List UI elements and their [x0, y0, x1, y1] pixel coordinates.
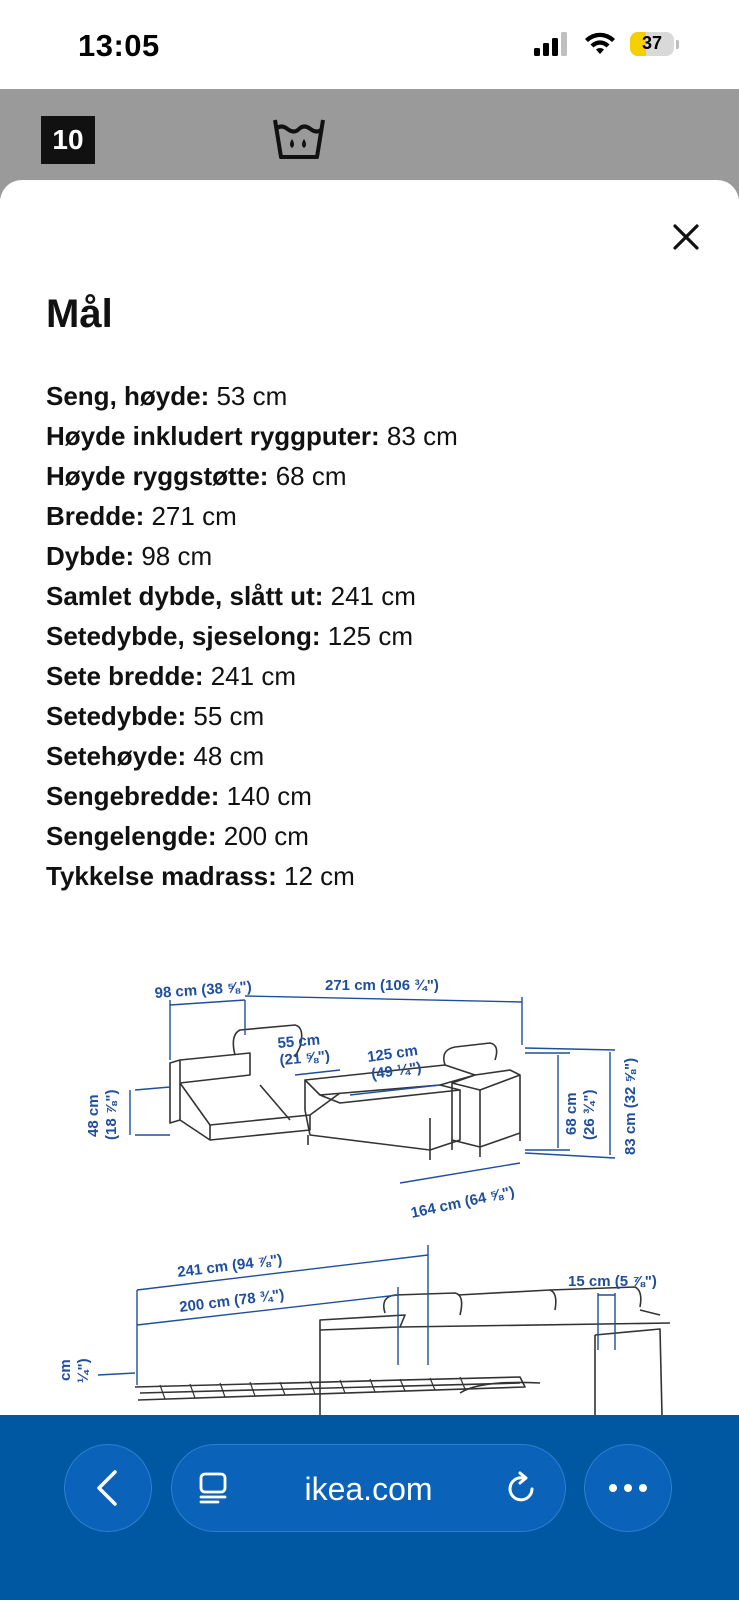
dimension-row: Sengebredde: 140 cm [46, 781, 312, 811]
dim-label-15: 15 cm (5 ⅞") [568, 1273, 657, 1290]
dimension-row: Setedybde: 55 cm [46, 701, 265, 731]
url-text: ikea.com [304, 1471, 433, 1507]
washing-icon [272, 117, 326, 161]
dim-label-68a: 68 cm [563, 1092, 580, 1135]
dimension-row: Høyde ryggstøtte: 68 cm [46, 461, 347, 491]
dim-label-55b: (21 ⅝") [278, 1047, 331, 1069]
cellular-signal-icon [534, 32, 570, 56]
dim-label-125a: 125 cm [366, 1042, 419, 1066]
dimension-row: Bredde: 271 cm [46, 501, 237, 531]
chevron-left-icon [93, 1468, 123, 1508]
dimension-row: Dybde: 98 cm [46, 541, 213, 571]
dimension-row: Setehøyde: 48 cm [46, 741, 265, 771]
dim-label-83: 83 cm (32 ⅝") [622, 1057, 639, 1155]
more-dots-icon [608, 1483, 648, 1493]
dimension-row: Sengelengde: 200 cm [46, 821, 309, 851]
dimension-diagram [57, 975, 700, 1415]
dim-label-271: 271 cm (106 ¾") [325, 977, 439, 994]
reload-icon[interactable] [505, 1471, 539, 1507]
dimension-row: Høyde inkludert ryggputer: 83 cm [46, 421, 458, 451]
address-bar[interactable] [171, 1444, 566, 1532]
dim-label-cut1: cm [57, 1359, 74, 1381]
dimensions-list [46, 376, 458, 896]
close-icon [672, 223, 700, 251]
dim-label-241: 241 cm (94 ⅞") [176, 1251, 284, 1281]
close-button[interactable] [662, 213, 710, 261]
dimension-row: Tykkelse madrass: 12 cm [46, 861, 355, 891]
dim-label-55a: 55 cm [276, 1031, 321, 1052]
dimension-row: Setedybde, sjeselong: 125 cm [46, 621, 414, 651]
wash-temperature-badge: 10 [41, 116, 95, 164]
more-button[interactable] [584, 1444, 672, 1532]
status-bar [0, 0, 739, 89]
dim-label-48b: (18 ⅞") [103, 1089, 120, 1140]
dim-label-200: 200 cm (78 ¾") [178, 1286, 286, 1316]
dim-label-68b: (26 ¾") [581, 1089, 598, 1140]
battery-indicator [630, 32, 679, 56]
dimension-row: Samlet dybde, slått ut: 241 cm [46, 581, 416, 611]
battery-percent: 37 [641, 33, 663, 53]
back-button[interactable] [64, 1444, 152, 1532]
wifi-icon [584, 32, 616, 56]
dim-label-cut2: ¼") [75, 1358, 92, 1383]
sheet-title: Mål [46, 292, 113, 336]
dim-label-164: 164 cm (64 ⅝") [409, 1183, 517, 1222]
dimension-row: Seng, høyde: 53 cm [46, 381, 288, 411]
status-icons [534, 32, 679, 56]
status-time: 13:05 [78, 28, 160, 63]
dim-label-125b: (49 ¼") [370, 1059, 423, 1083]
dim-label-98: 98 cm (38 ⅝") [154, 978, 253, 1002]
dim-label-48a: 48 cm [85, 1094, 102, 1137]
dimension-row: Sete bredde: 241 cm [46, 661, 296, 691]
